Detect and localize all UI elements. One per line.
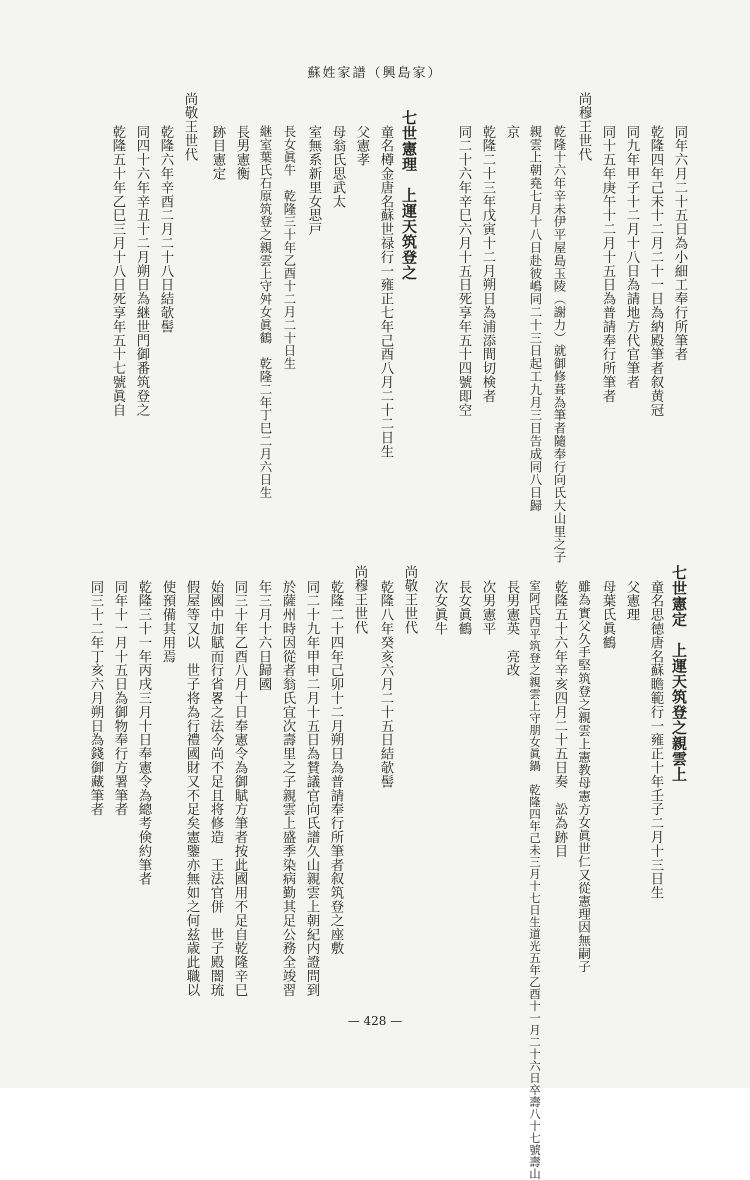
text-column: 乾隆十六年辛未伊平屋島玉陵（謝力）就御修葺為筆者隨奉行向氏大山里之子 [552, 125, 567, 564]
text-column: 乾隆五十年乙巳三月十八日死享年五十七號眞自 [110, 125, 125, 417]
page-title: 蘇姓家譜（興島家） [307, 66, 443, 81]
reign-heading: 尚穆王世代 [576, 92, 591, 162]
text-column: 童名思徳唐名蘇瞻範行一雍正十年壬子二月十三日生 [648, 580, 663, 900]
text-column: 使預備其用焉 [160, 580, 175, 664]
text-column: 乾隆四年己未十二月二十一日為納殿筆者叙黄冠 [648, 125, 663, 417]
text-column: 継室葉氏石原筑登之親雲上守舛女眞鶴 乾隆二年丁巳二月六日生 [258, 125, 273, 500]
text-column: 乾隆八年癸亥六月二十五日結欹髻 [378, 580, 393, 789]
text-column: 乾隆二十三年戊寅十二月朔日為浦添間切検者 [480, 125, 495, 403]
text-column: 同年六月二十五日為小細工奉行所筆者 [672, 125, 687, 362]
text-column: 乾隆六年辛酉二月二十八日結欹髻 [158, 125, 173, 334]
text-column: 父憲理 [624, 580, 639, 622]
text-column: 同二十六年辛巳六月十五日死享年五十四號即空 [456, 125, 471, 417]
text-column: 同三十年乙酉八月十日奉憲令為御賦方筆者按此國用不足自乾隆辛巳 [232, 580, 247, 997]
text-column: 母葉氏眞鶴 [600, 580, 615, 650]
text-column: 同二十九年甲申二月十五日為賛議官向氏譜久山親雲上朝紀内證問到 [304, 580, 319, 997]
text-column: 長男憲衡 [234, 125, 249, 181]
text-column: 長女眞牛 乾隆三十年乙酉十二月二十日生 [282, 125, 297, 371]
text-column: 年三月十六日歸國 [256, 580, 271, 692]
text-column: 同四十六年辛丑十二月朔日為継世門御番筑登之 [134, 125, 149, 417]
text-column: 乾隆五十六年辛亥四月二十五日奏 訟為跡目 [552, 580, 567, 858]
text-column: 次女眞牛 [432, 580, 447, 636]
text-column: 乾隆三十一年丙戌三月十日奉憲令為總考倹約筆者 [136, 580, 151, 886]
text-column: 乾隆二十四年己卯十二月朔日為普請奉行所筆者叙筑登之座敷 [328, 580, 343, 956]
generation-heading: 七世憲理 上運天筑登之 [400, 110, 418, 281]
text-column: 跡目憲定 [210, 125, 225, 181]
text-column: 長男憲英 亮改 [504, 580, 519, 678]
text-column: 次男憲平 [480, 580, 495, 636]
generation-heading: 七世憲定 上運天筑登之親雲上 [670, 565, 688, 782]
reign-heading: 尚敬王世代 [402, 565, 417, 635]
text-column: 同十五年庚午十二月十五日為普請奉行所筆者 [600, 125, 615, 403]
text-column: 母翁氏思武太 [330, 125, 345, 209]
reign-heading: 尚敬王世代 [182, 92, 197, 162]
text-column: 同三十二年丁亥六月朔日為錢御藏筆者 [88, 580, 103, 817]
text-column: 童名樽金唐名蘇世禄行一雍正七年己酉八月二十二日生 [378, 125, 393, 459]
text-column: 同年十一月十五日為御物奉行方署筆者 [112, 580, 127, 817]
text-column: 長女眞鶴 [456, 580, 471, 636]
text-column: 京 [504, 125, 519, 139]
text-column: 室無系新里女思戸 [306, 125, 321, 237]
text-column: 親雲上朝堯七月十八日赴彼嶋同二十三日起工九月三日告成同八日歸 [528, 125, 543, 512]
text-column: 父憲孝 [354, 125, 369, 167]
text-column: 雖為實父久手堅筑登之親雲上憲教母憲方女眞世仁又從憲理因無嗣子 [576, 580, 591, 973]
reign-heading: 尚穆王世代 [352, 565, 367, 635]
text-column: 假屋等又以 世子将為行禮國財又不足矣憲鑒亦無如之何兹歳此職以 [184, 580, 199, 997]
text-column: 同九年甲子十二月十八日為請地方代官筆者 [624, 125, 639, 390]
text-column: 室阿氏西平筑登之親雲上守朋女眞鍋 乾隆四年己未三月十七日生道光五年乙酉十一月二十六日卒壽八十七號壽山 [528, 580, 542, 1180]
text-column: 始國中加賦而行省畧之法今尚不足且将修造 王法官併 世子殿闇琉 [208, 580, 223, 997]
text-column: 於薩州時因從者翁氏宜次壽里之子親雲上盛季染病勤其足公務全竣習 [280, 580, 295, 997]
page-number: — 428 — [347, 1014, 403, 1028]
